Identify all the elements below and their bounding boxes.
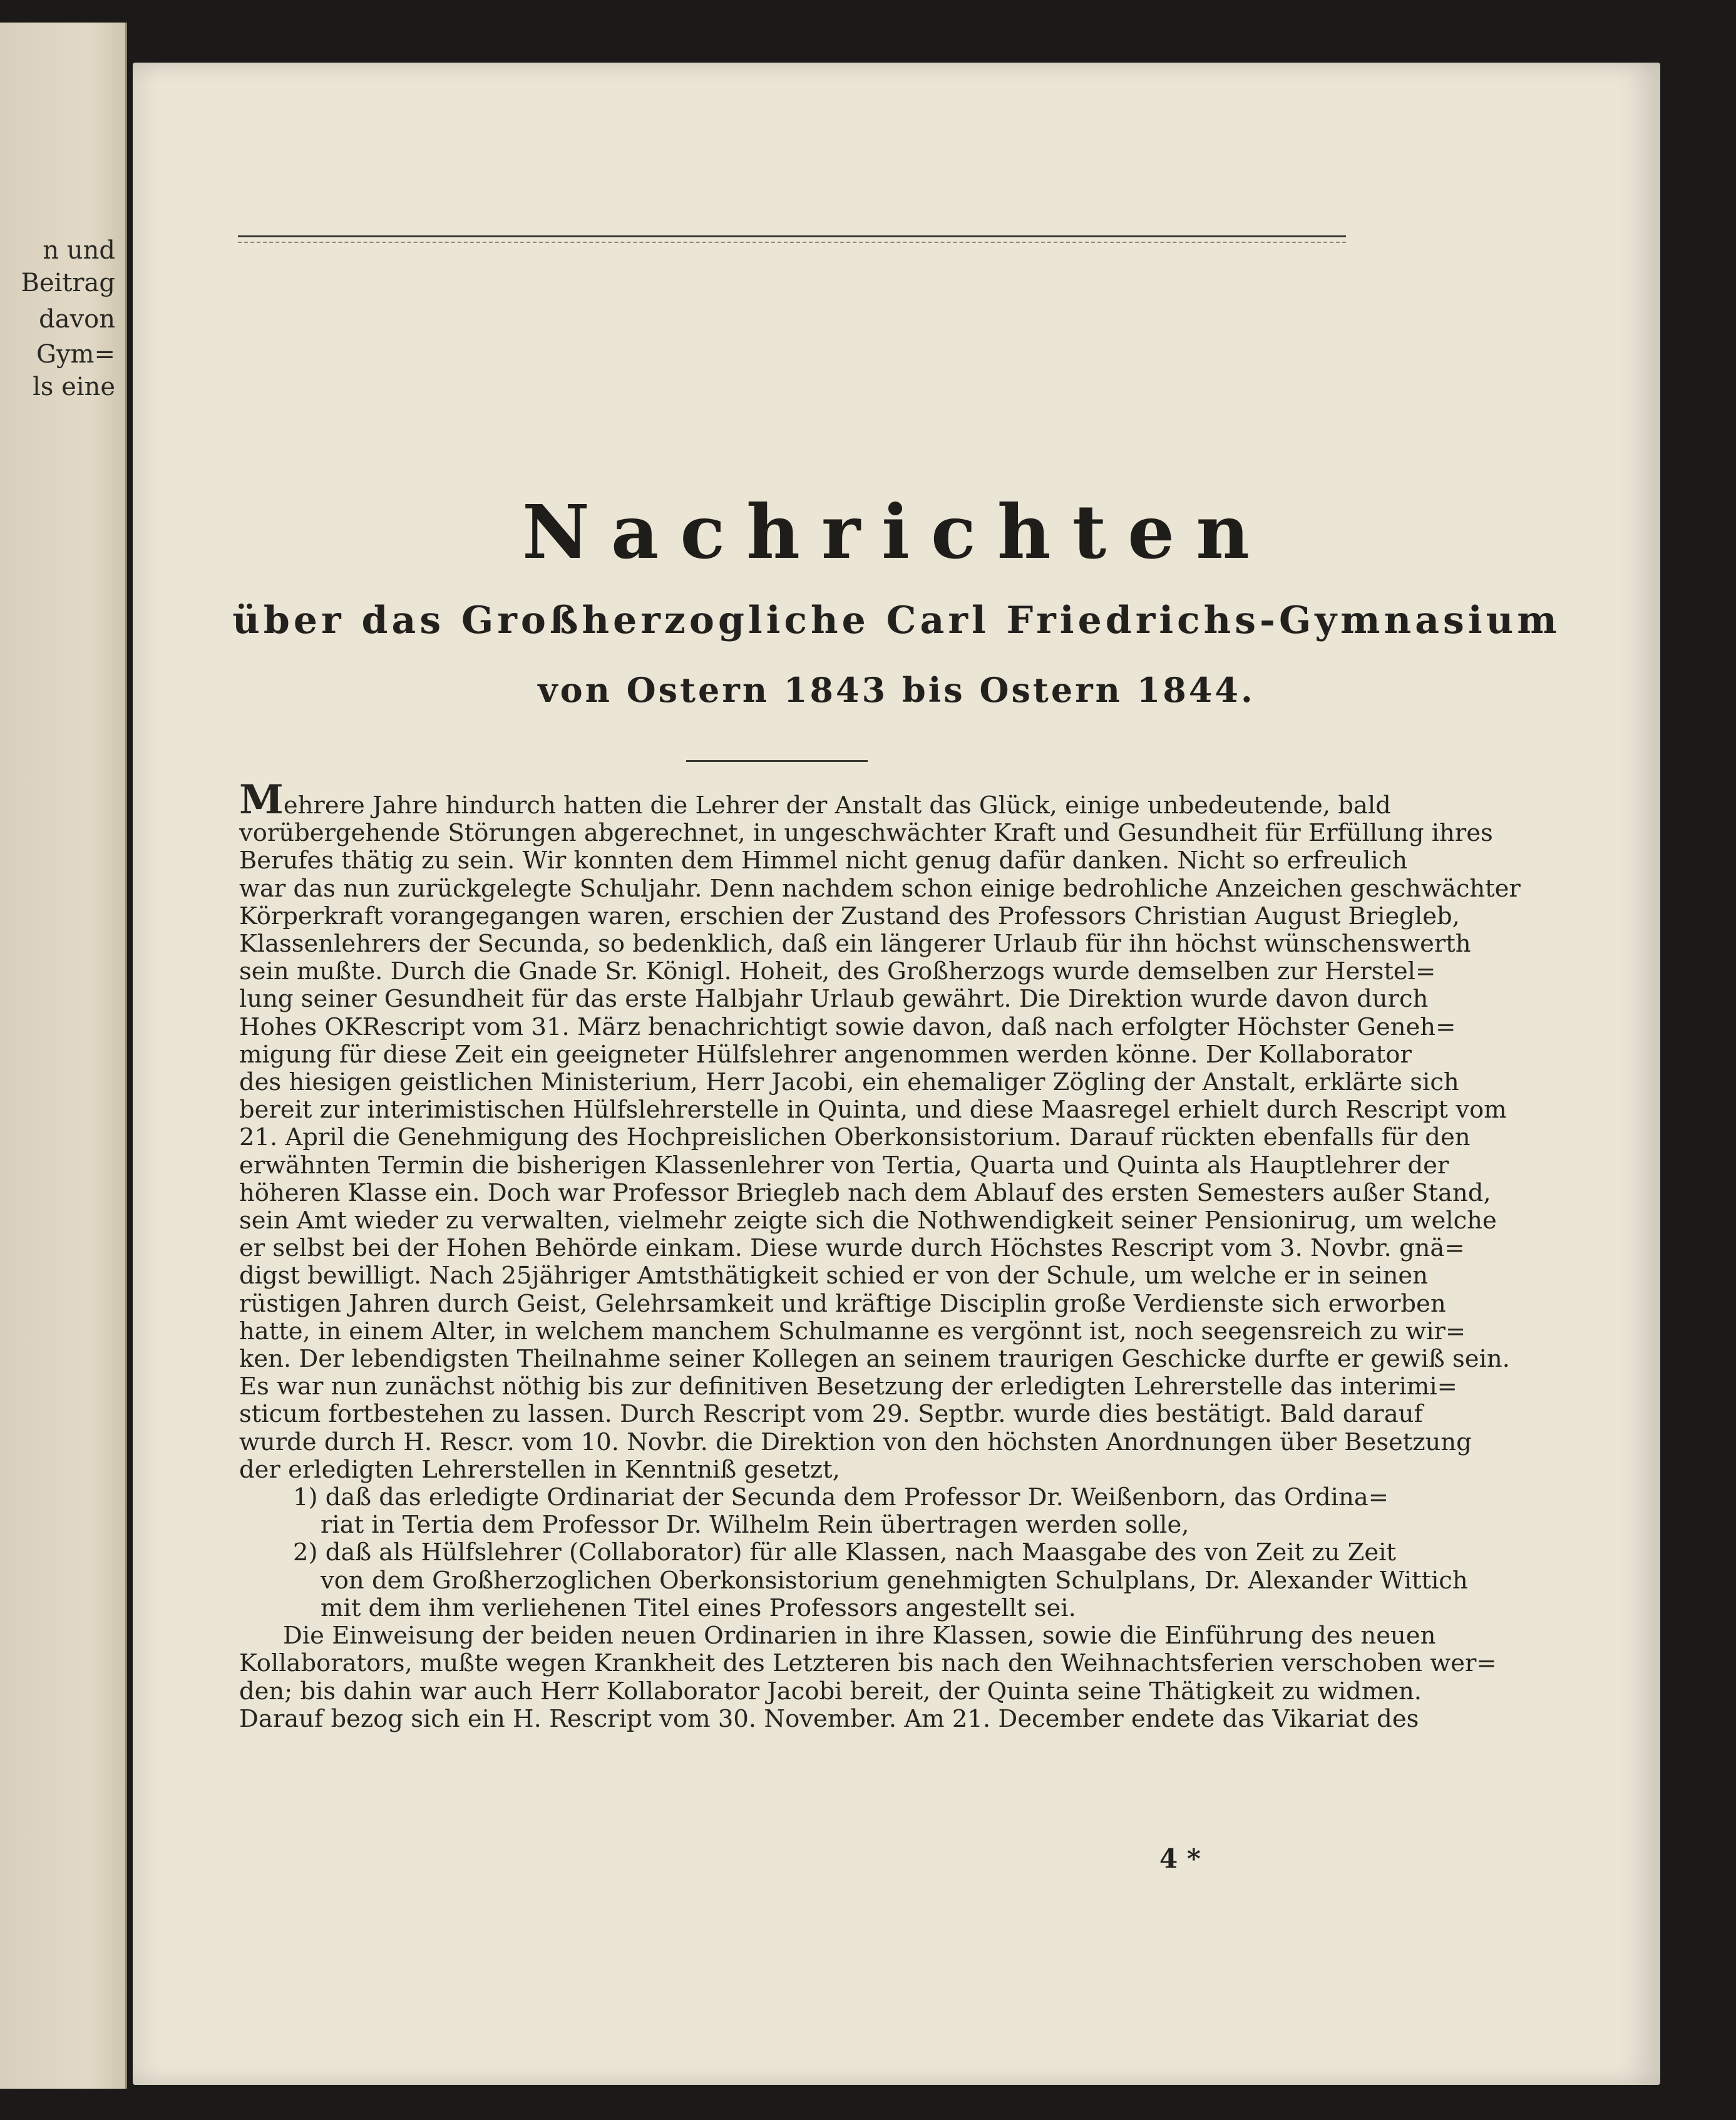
text-line: wurde durch H. Rescr. vom 10. Novbr. die Direktion von den höchsten Anordnungen über Besetzung <box>239 1428 1472 1456</box>
text-line: der erledigten Lehrerstellen in Kenntniß gesetzt, <box>239 1455 840 1484</box>
text-line: sticum fortbestehen zu lassen. Durch Rescript vom 29. Septbr. wurde dies bestätigt. Bald darauf <box>239 1400 1423 1429</box>
text-line: sein Amt wieder zu verwalten, vielmehr zeigte sich die Nothwendigkeit seiner Pensionirug, um welche <box>239 1207 1497 1235</box>
date-range: von Ostern 1843 bis Ostern 1844. <box>538 670 1255 710</box>
text-line: digst bewilligt. Nach 25jähriger Amtsthätigkeit schied er von der Schule, um welche er in seinen <box>239 1262 1428 1290</box>
list-item-2-line: 2) daß als Hülfslehrer (Collaborator) für alle Klassen, nach Maasgabe des von Zeit zu Zeit <box>293 1538 1396 1567</box>
text-line: Hohes OKRescript vom 31. März benachrichtigt sowie davon, daß nach erfolgter Höchster Geneh= <box>239 1012 1456 1041</box>
text-line: war das nun zurückgelegte Schuljahr. Denn nachdem schon einige bedrohliche Anzeichen geschwächter <box>239 874 1521 903</box>
text-line: Klassenlehrers der Secunda, so bedenklich, daß ein längerer Urlaub für ihn höchst wünschenswerth <box>239 930 1471 959</box>
text-line: Darauf bezog sich ein H. Rescript vom 30. November. Am 21. December endete das Vikariat des <box>239 1704 1419 1733</box>
header-rule-dashed <box>238 242 1346 243</box>
page-subtitle: über das Großherzogliche Carl Friedrichs-Gymnasium <box>232 599 1561 642</box>
text-line: sein mußte. Durch die Gnade Sr. Königl. Hoheit, des Großherzogs wurde demselben zur Herstel= <box>239 957 1436 986</box>
body-text <box>239 776 1521 1733</box>
text-line: 21. April die Genehmigung des Hochpreislichen Oberkonsistorium. Darauf rückten ebenfalls für den <box>239 1123 1471 1152</box>
text-line: lung seiner Gesundheit für das erste Halbjahr Urlaub gewährt. Die Direktion wurde davon durch <box>239 985 1429 1014</box>
page-title: Nachrichten <box>522 488 1271 575</box>
text-line: ken. Der lebendigsten Theilnahme seiner Kollegen an seinem traurigen Geschicke durfte er gewiß sein. <box>239 1345 1510 1374</box>
text-line: er selbst bei der Hohen Behörde einkam. Diese wurde durch Höchstes Rescript vom 3. Novbr. gnä= <box>239 1234 1465 1263</box>
text-line: Körperkraft vorangegangen waren, erschien der Zustand des Professors Christian August Briegleb, <box>239 902 1460 930</box>
list-item-2-line: von dem Großherzoglichen Oberkonsistorium genehmigten Schulplans, Dr. Alexander Wittich <box>321 1566 1468 1595</box>
text-line: höheren Klasse ein. Doch war Professor Briegleb nach dem Ablauf des ersten Semesters außer Stand, <box>239 1178 1491 1207</box>
text-line: rüstigen Jahren durch Geist, Gelehrsamkeit und kräftige Disciplin große Verdienste sich erworben <box>239 1289 1446 1318</box>
signature-mark: 4 * <box>1159 1843 1201 1874</box>
list-item-1-line: riat in Tertia dem Professor Dr. Wilhelm Rein übertragen werden solle, <box>321 1511 1189 1540</box>
document-page <box>133 63 1660 2085</box>
list-item-1-line: 1) daß das erledigte Ordinariat der Secunda dem Professor Dr. Weißenborn, das Ordina= <box>293 1483 1389 1512</box>
text-line: vorübergehende Störungen abgerechnet, in ungeschwächter Kraft und Gesundheit für Erfüllung ihres <box>239 819 1493 848</box>
text-line: bereit zur interimistischen Hülfslehrerstelle in Quinta, und diese Maasregel erhielt durch Rescript vom <box>239 1096 1507 1124</box>
left-page-fragment: Beitrag <box>21 269 115 297</box>
section-divider <box>686 760 868 762</box>
text-line: hatte, in einem Alter, in welchem manchem Schulmanne es vergönnt ist, noch seegensreich zu wir= <box>239 1317 1466 1346</box>
left-page-edge <box>0 23 127 2089</box>
text-line: Berufes thätig zu sein. Wir konnten dem Himmel nicht genug dafür danken. Nicht so erfreulich <box>239 846 1408 875</box>
left-page-fragment: davon <box>39 305 115 334</box>
text-line: Die Einweisung der beiden neuen Ordinarien in ihre Klassen, sowie die Einführung des neuen <box>283 1622 1436 1650</box>
text-line: des hiesigen geistlichen Ministerium, Herr Jacobi, ein ehemaliger Zögling der Anstalt, erklärte sich <box>239 1068 1459 1097</box>
text-line: Es war nun zunächst nöthig bis zur definitiven Besetzung der erledigten Lehrerstelle das interimi= <box>239 1372 1457 1401</box>
header-rule <box>238 235 1346 237</box>
text-line: erwähnten Termin die bisherigen Klassenlehrer von Tertia, Quarta und Quinta als Hauptlehrer der <box>239 1151 1449 1180</box>
text-line: den; bis dahin war auch Herr Kollaborator Jacobi bereit, der Quinta seine Thätigkeit zu widmen. <box>239 1677 1422 1706</box>
text-line: migung für diese Zeit ein geeigneter Hülfslehrer angenommen werden könne. Der Kollaborator <box>239 1040 1412 1069</box>
list-item-2-line: mit dem ihm verliehenen Titel eines Professors angestellt sei. <box>321 1593 1076 1622</box>
text-line: Kollaborators, mußte wegen Krankheit des Letzteren bis nach den Weihnachtsferien verschoben wer= <box>239 1649 1497 1678</box>
left-page-fragment: Gym= <box>36 340 115 369</box>
left-page-fragment: n und <box>43 236 115 265</box>
text-line: Mehrere Jahre hindurch hatten die Lehrer der Anstalt das Glück, einige unbedeutende, bald <box>239 776 1391 823</box>
left-page-fragment: ls eine <box>33 373 115 401</box>
